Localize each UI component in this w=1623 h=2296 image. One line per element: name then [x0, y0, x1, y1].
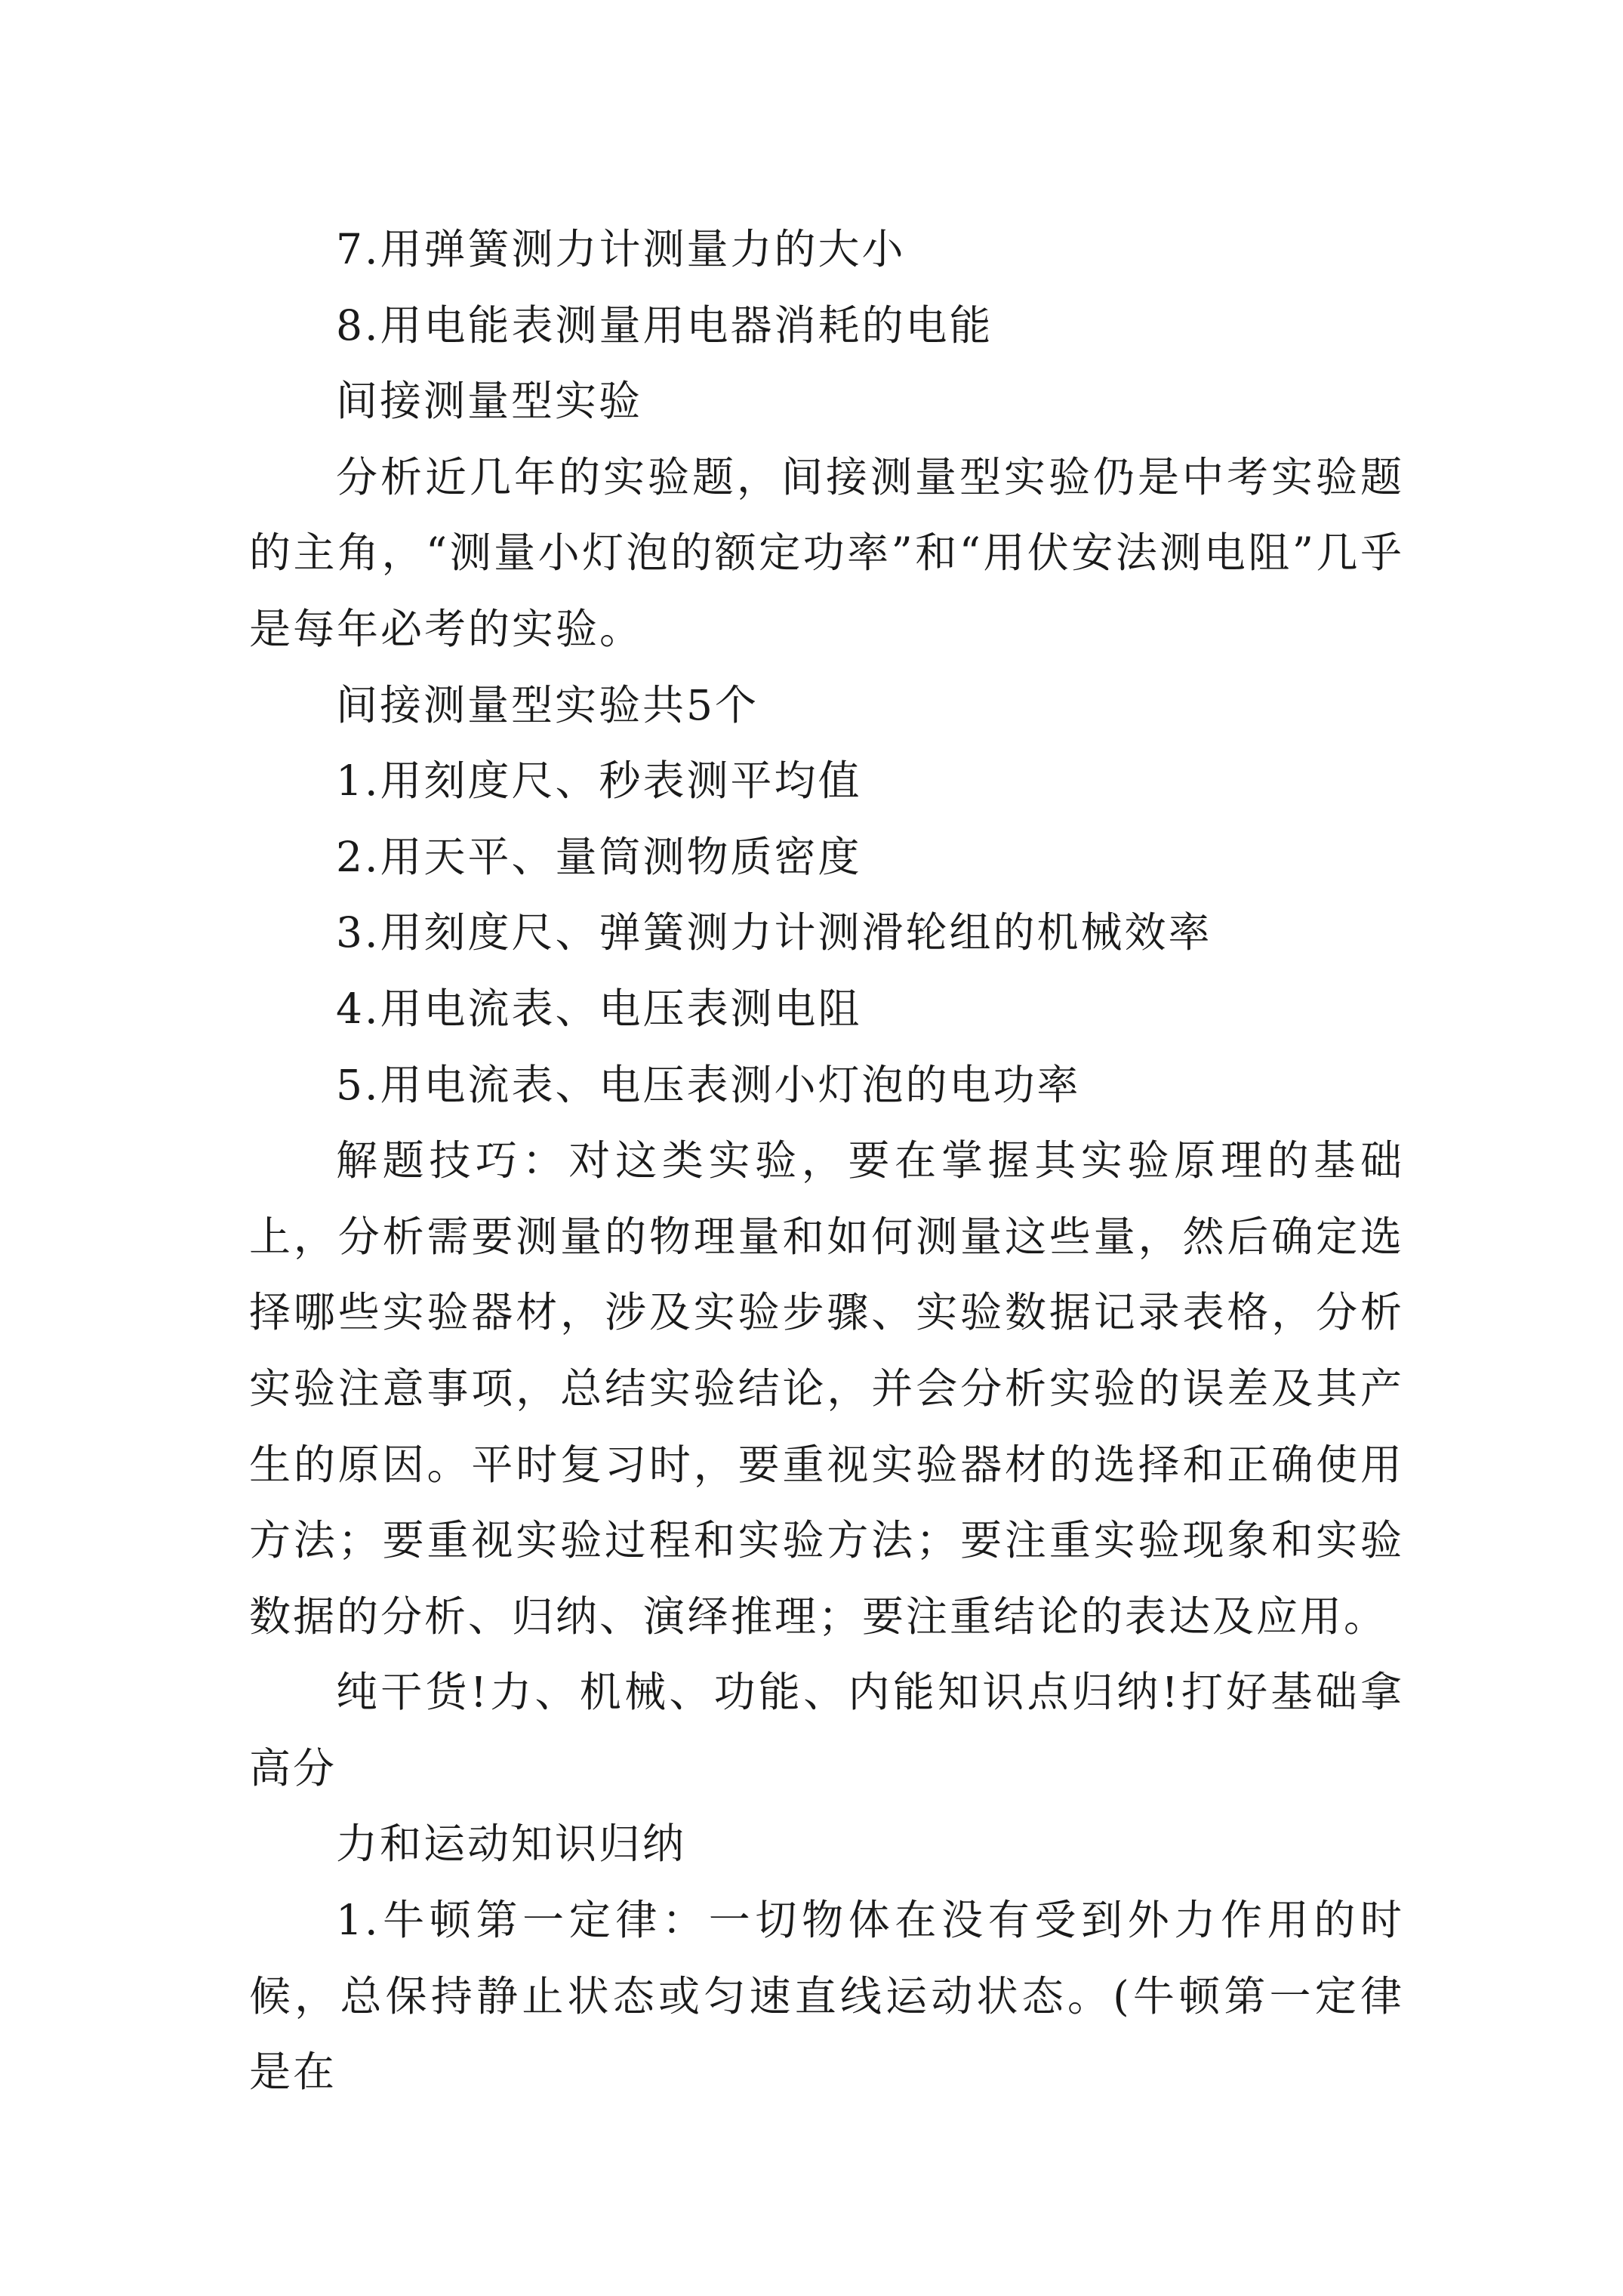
list-item: 7.用弹簧测力计测量力的大小 [336, 225, 906, 273]
body-paragraph: 1.牛顿第一定律：一切物体在没有受到外力作用的时候，总保持静止状态或匀速直线运动状态。(牛顿第一定律是在 [249, 1896, 1404, 2097]
list-item: 5.用电流表、电压表测小灯泡的电功率 [336, 1060, 1081, 1109]
body-paragraph: 分析近几年的实验题，间接测量型实验仍是中考实验题的主角，“测量小灯泡的额定功率”和“用伏安法测电阻”几乎是每年必考的实验。 [249, 452, 1404, 653]
list-item: 2.用天平、量筒测物质密度 [336, 832, 862, 881]
section-heading: 力和运动知识归纳 [336, 1820, 687, 1869]
section-heading: 间接测量型实验共5个 [336, 680, 759, 729]
list-item: 1.用刻度尺、秒表测平均值 [336, 757, 862, 806]
list-item: 4.用电流表、电压表测电阻 [336, 984, 862, 1033]
body-paragraph: 解题技巧：对这类实验，要在掌握其实验原理的基础上，分析需要测量的物理量和如何测量这些量，然后确定选择哪些实验器材，涉及实验步骤、实验数据记录表格，分析实验注意事项，总结实验结论，并会分析实验的误差及其产生的原因。平时复习时，要重视实验器材的选择和正确使用方法；要重视实验过程和实验方法；要注重实验现象和实验数据的分析、归纳、演绎推理；要注重结论的表达及应用。 [249, 1136, 1404, 1641]
list-item: 8.用电能表测量用电器消耗的电能 [336, 300, 993, 350]
section-heading: 间接测量型实验 [336, 377, 643, 426]
document-body [249, 211, 1404, 2110]
list-item: 3.用刻度尺、弹簧测力计测滑轮组的机械效率 [336, 908, 1212, 957]
body-paragraph: 纯干货!力、机械、功能、内能知识点归纳!打好基础拿高分 [249, 1668, 1404, 1792]
